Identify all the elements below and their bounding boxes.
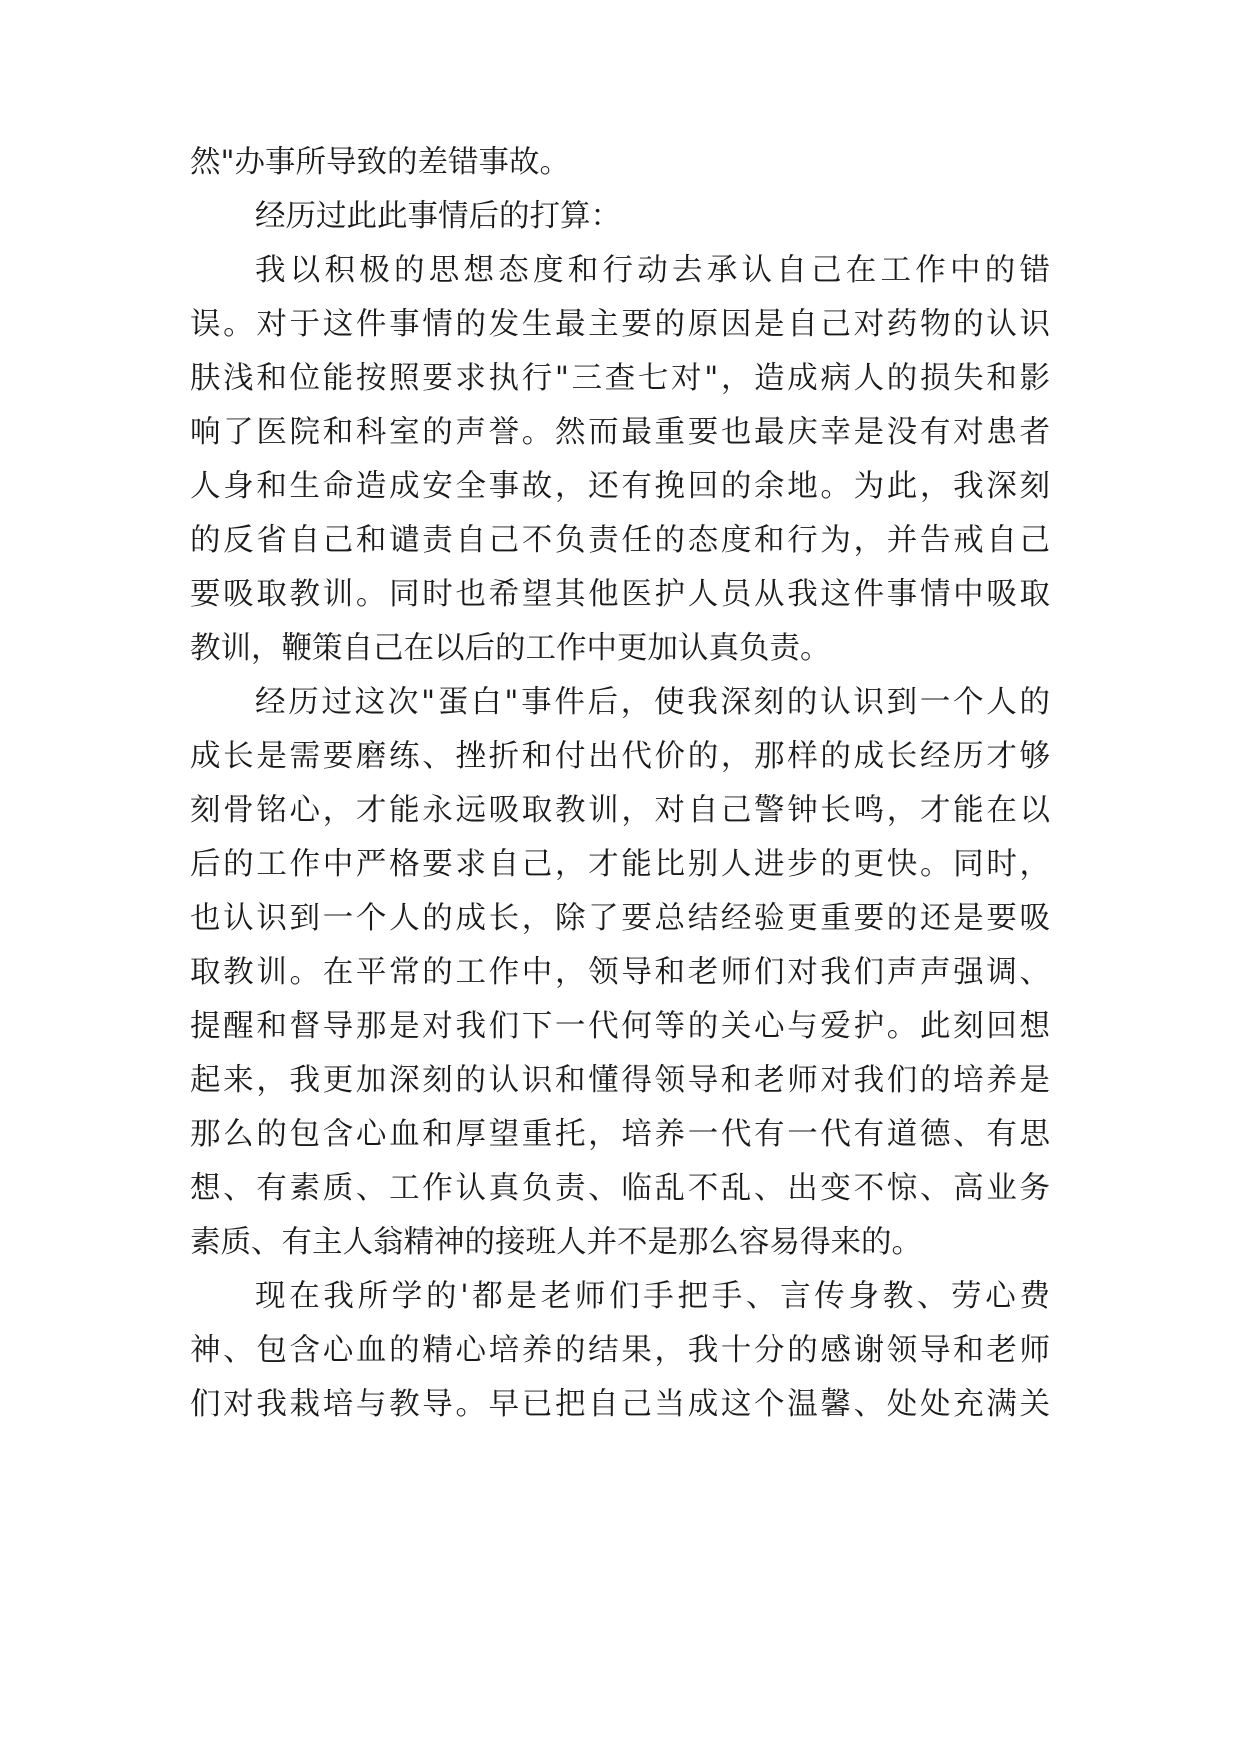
text-line: 神、包含心血的精心培养的结果，我十分的感谢领导和老师 <box>190 1333 1050 1368</box>
text-line: 响了医院和科室的声誉。然而最重要也最庆幸是没有对患者 <box>190 415 1050 450</box>
text-line: 刻骨铭心，才能永远吸取教训，对自己警钟长鸣，才能在以 <box>190 793 1050 828</box>
text-line: 的反省自己和谴责自己不负责任的态度和行为，并告戒自己 <box>190 523 1050 558</box>
text-line: 也认识到一个人的成长，除了要总结经验更重要的还是要吸 <box>190 901 1050 936</box>
text-line: 要吸取教训。同时也希望其他医护人员从我这件事情中吸取 <box>190 577 1050 612</box>
text-line: 素质、有主人翁精神的接班人并不是那么容易得来的。 <box>190 1225 922 1260</box>
text-line: 后的工作中严格要求自己，才能比别人进步的更快。同时， <box>190 847 1050 882</box>
text-line: 起来，我更加深刻的认识和懂得领导和老师对我们的培养是 <box>190 1063 1050 1098</box>
text-line: 现在我所学的'都是老师们手把手、言传身教、劳心费 <box>255 1279 1050 1314</box>
text-line: 我以积极的思想态度和行动去承认自己在工作中的错 <box>255 253 1050 288</box>
text-line: 想、有素质、工作认真负责、临乱不乱、出变不惊、高业务 <box>190 1171 1050 1206</box>
text-line: 人身和生命造成安全事故，还有挽回的余地。为此，我深刻 <box>190 469 1050 504</box>
text-line: 然"办事所导致的差错事故。 <box>190 145 571 180</box>
text-line: 成长是需要磨练、挫折和付出代价的，那样的成长经历才够 <box>190 739 1050 774</box>
text-line: 那么的包含心血和厚望重托，培养一代有一代有道德、有思 <box>190 1117 1050 1152</box>
text-line: 肤浅和位能按照要求执行"三查七对"，造成病人的损失和影 <box>190 361 1050 396</box>
text-line: 提醒和督导那是对我们下一代何等的关心与爱护。此刻回想 <box>190 1009 1050 1044</box>
text-line: 们对我栽培与教导。早已把自己当成这个温馨、处处充满关 <box>190 1387 1050 1422</box>
text-line: 取教训。在平常的工作中，领导和老师们对我们声声强调、 <box>190 955 1050 990</box>
text-line: 经历过这次"蛋白"事件后，使我深刻的认识到一个人的 <box>255 685 1050 720</box>
text-line: 教训，鞭策自己在以后的工作中更加认真负责。 <box>190 631 831 666</box>
text-line: 经历过此此事情后的打算： <box>255 199 621 234</box>
text-line: 误。对于这件事情的发生最主要的原因是自己对药物的认识 <box>190 307 1050 342</box>
